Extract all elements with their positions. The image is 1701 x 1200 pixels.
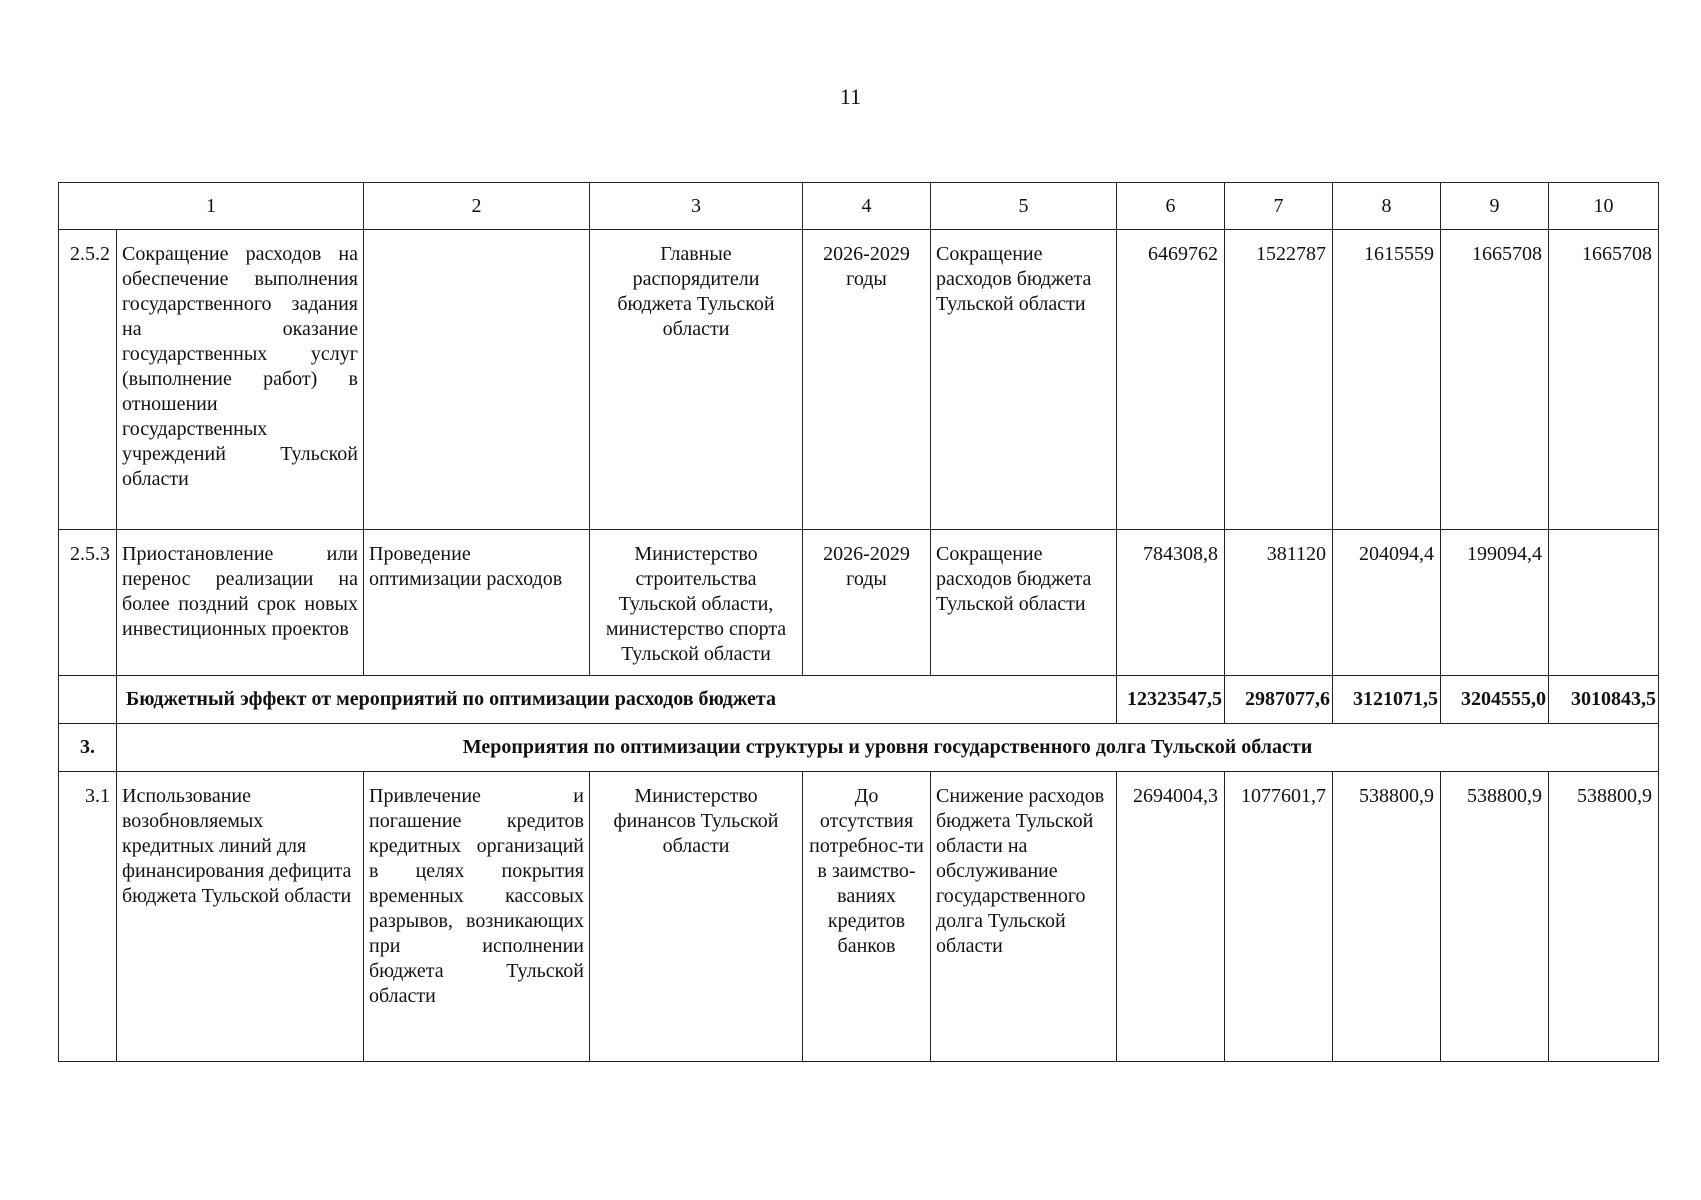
value-col-6: 2694004,3 <box>1117 772 1225 1062</box>
total-empty-cell <box>59 676 117 724</box>
row-number: 3.1 <box>59 772 117 1062</box>
table-row-2-5-2 <box>59 230 1659 530</box>
value-col-10: 538800,9 <box>1549 772 1659 1062</box>
total-col-7: 2987077,6 <box>1225 676 1333 724</box>
section-title: Мероприятия по оптимизации структуры и уровня государственного долга Тульской области <box>117 724 1659 772</box>
executor-cell: Министерство финансов Тульской области <box>590 772 803 1062</box>
header-col-4: 4 <box>803 183 931 230</box>
result-cell: Сокращение расходов бюджета Тульской области <box>931 530 1117 676</box>
row-number: 2.5.2 <box>59 230 117 530</box>
header-col-6: 6 <box>1117 183 1225 230</box>
header-col-8: 8 <box>1333 183 1441 230</box>
period-cell: 2026-2029 годы <box>803 530 931 676</box>
value-col-8: 204094,4 <box>1333 530 1441 676</box>
header-col-3: 3 <box>590 183 803 230</box>
result-cell: Сокращение расходов бюджета Тульской области <box>931 230 1117 530</box>
page-number: 11 <box>839 84 862 109</box>
measure-cell: Сокращение расходов на обеспечение выполнения государственного задания на оказание государственных услуг (выполнение работ) в отношении государственных учреждений Тульской области <box>117 230 364 530</box>
section-number: 3. <box>59 724 117 772</box>
header-col-9: 9 <box>1441 183 1549 230</box>
value-col-9: 1665708 <box>1441 230 1549 530</box>
value-col-6: 6469762 <box>1117 230 1225 530</box>
total-label: Бюджетный эффект от мероприятий по оптимизации расходов бюджета <box>117 676 1117 724</box>
mechanism-cell: Привлечение и погашение кредитов кредитных организаций в целях покрытия временных кассовых разрывов, возникающих при исполнении бюджета Тульской области <box>364 772 590 1062</box>
header-row <box>59 183 1659 230</box>
header-col-7: 7 <box>1225 183 1333 230</box>
budget-measures-table <box>58 182 1659 1062</box>
value-col-8: 538800,9 <box>1333 772 1441 1062</box>
value-col-6: 784308,8 <box>1117 530 1225 676</box>
mechanism-cell: Проведение оптимизации расходов <box>364 530 590 676</box>
executor-cell: Министерство строительства Тульской области, министерство спорта Тульской области <box>590 530 803 676</box>
value-col-10: 1665708 <box>1549 230 1659 530</box>
total-col-9: 3204555,0 <box>1441 676 1549 724</box>
result-cell: Снижение расходов бюджета Тульской области на обслуживание государственного долга Тульской области <box>931 772 1117 1062</box>
header-col-5: 5 <box>931 183 1117 230</box>
measure-cell: Приостановление или перенос реализации на более поздний срок новых инвестиционных проектов <box>117 530 364 676</box>
value-col-9: 538800,9 <box>1441 772 1549 1062</box>
value-col-7: 1522787 <box>1225 230 1333 530</box>
value-col-9: 199094,4 <box>1441 530 1549 676</box>
executor-cell: Главные распорядители бюджета Тульской области <box>590 230 803 530</box>
row-number: 2.5.3 <box>59 530 117 676</box>
header-col-2: 2 <box>364 183 590 230</box>
value-col-8: 1615559 <box>1333 230 1441 530</box>
section-row <box>59 724 1659 772</box>
value-col-7: 1077601,7 <box>1225 772 1333 1062</box>
header-col-10: 10 <box>1549 183 1659 230</box>
total-col-6: 12323547,5 <box>1117 676 1225 724</box>
table-row-3-1 <box>59 772 1659 1062</box>
period-cell: До отсутствия потребнос-ти в заимство-ваниях кредитов банков <box>803 772 931 1062</box>
header-col-1: 1 <box>59 183 364 230</box>
period-cell: 2026-2029 годы <box>803 230 931 530</box>
total-col-8: 3121071,5 <box>1333 676 1441 724</box>
mechanism-cell <box>364 230 590 530</box>
value-col-7: 381120 <box>1225 530 1333 676</box>
measure-cell: Использование возобновляемых кредитных линий для финансирования дефицита бюджета Тульской области <box>117 772 364 1062</box>
total-row <box>59 676 1659 724</box>
table-row-2-5-3 <box>59 530 1659 676</box>
value-col-10 <box>1549 530 1659 676</box>
total-col-10: 3010843,5 <box>1549 676 1659 724</box>
